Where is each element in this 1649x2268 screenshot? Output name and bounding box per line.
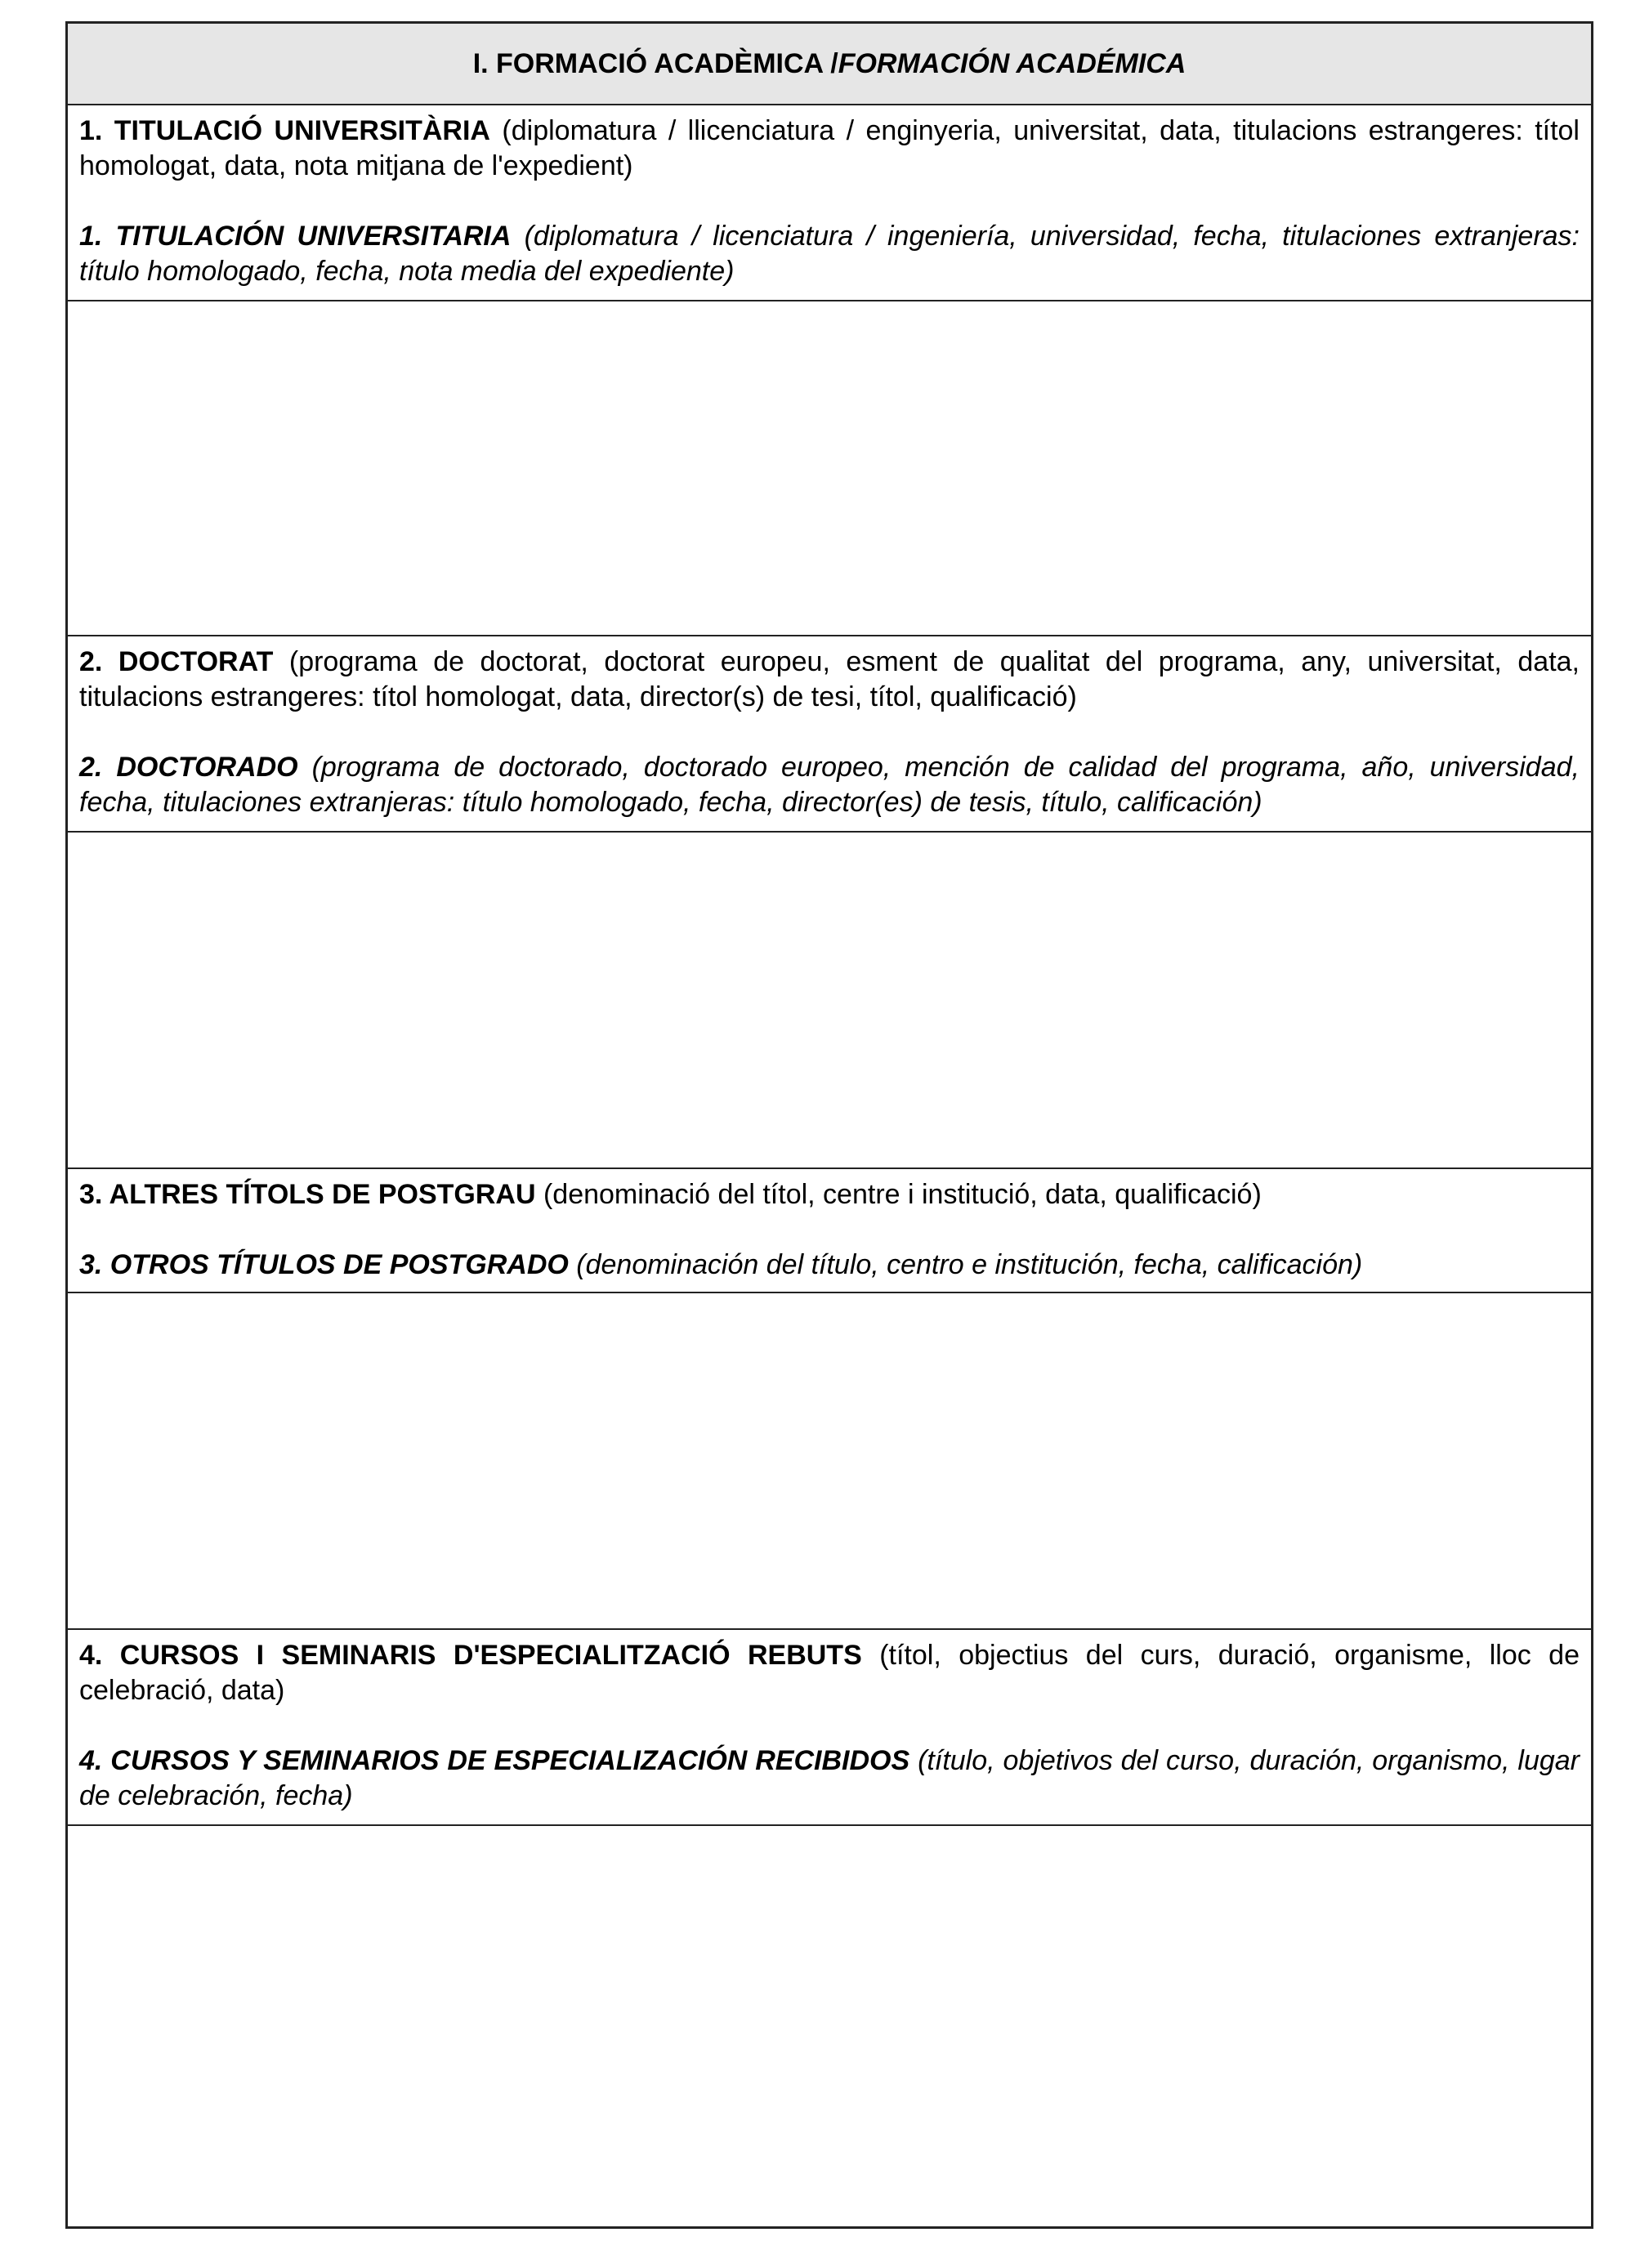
section-label-es [79, 1248, 1580, 1283]
postgraduate-titles-input-area[interactable] [68, 1293, 1591, 1630]
section-description-ca: (títol, objectius del curs, duració, organisme, lloc de celebració, data) [79, 1640, 1580, 1706]
section-description-ca: (programa de doctorat, doctorat europeu, esment de qualitat del programa, any, universitat, data, titulacions estrangeres: títol homologat, data, director(s) de tesi, títol, qualificació) [79, 646, 1580, 712]
section-description-ca: (diplomatura / llicenciatura / enginyeria, universitat, data, titulacions estrangeres: títol homologat, data, nota mitjana de l'expedient) [79, 115, 1580, 181]
section-title-ca: 2. DOCTORAT [79, 646, 274, 677]
doctorate-input-area[interactable] [68, 833, 1591, 1169]
university-degree-input-area[interactable] [68, 301, 1591, 636]
section-description-ca: (denominació del títol, centre i institució, data, qualificació) [535, 1179, 1262, 1210]
section-description-es: (diplomatura / licenciatura / ingeniería, universidad, fecha, titulaciones extranjeras: título homologado, fecha, nota media del expediente) [79, 221, 1580, 287]
section-title-es: 1. TITULACIÓN UNIVERSITARIA [79, 221, 512, 252]
section-label-ca [79, 1638, 1580, 1708]
section-description-es: (denominación del título, centro e institución, fecha, calificación) [568, 1249, 1363, 1280]
specialization-courses-input-area[interactable] [68, 1826, 1591, 2226]
section-label-es [79, 1743, 1580, 1814]
section-title-ca: 3. ALTRES TÍTOLS DE POSTGRAU [79, 1179, 536, 1210]
section-label-es [79, 219, 1580, 289]
header-title-es: FORMACIÓN ACADÉMICA [838, 47, 1186, 79]
section-label-ca [79, 1177, 1580, 1212]
section-description-es: (título, objetivos del curso, duración, organismo, lugar de celebración, fecha) [79, 1745, 1580, 1811]
academic-training-form [65, 21, 1593, 2229]
section-label-es [79, 750, 1580, 820]
section-title-es: 2. DOCTORADO [79, 752, 298, 783]
section-doctorate-label [68, 636, 1591, 833]
section-label-ca [79, 645, 1580, 715]
section-title-es: 4. CURSOS Y SEMINARIOS DE ESPECIALIZACIÓN RECIBIDOS [79, 1745, 910, 1776]
section-label-ca [79, 114, 1580, 184]
section-description-es: (programa de doctorado, doctorado europeo, mención de calidad del programa, año, universidad, fecha, titulaciones extranjeras: título homologado, fecha, director(es) de tesis, título, calificación) [79, 752, 1580, 818]
section-title-ca: 4. CURSOS I SEMINARIS D'ESPECIALITZACIÓ REBUTS [79, 1640, 862, 1671]
section-specialization-courses-label [68, 1630, 1591, 1826]
section-postgraduate-titles-label [68, 1169, 1591, 1293]
form-header [68, 24, 1591, 105]
section-university-degree-label [68, 105, 1591, 301]
section-title-ca: 1. TITULACIÓ UNIVERSITÀRIA [79, 115, 490, 146]
header-title-ca: I. FORMACIÓ ACADÈMICA / [472, 47, 838, 79]
section-title-es: 3. OTROS TÍTULOS DE POSTGRADO [79, 1249, 569, 1280]
